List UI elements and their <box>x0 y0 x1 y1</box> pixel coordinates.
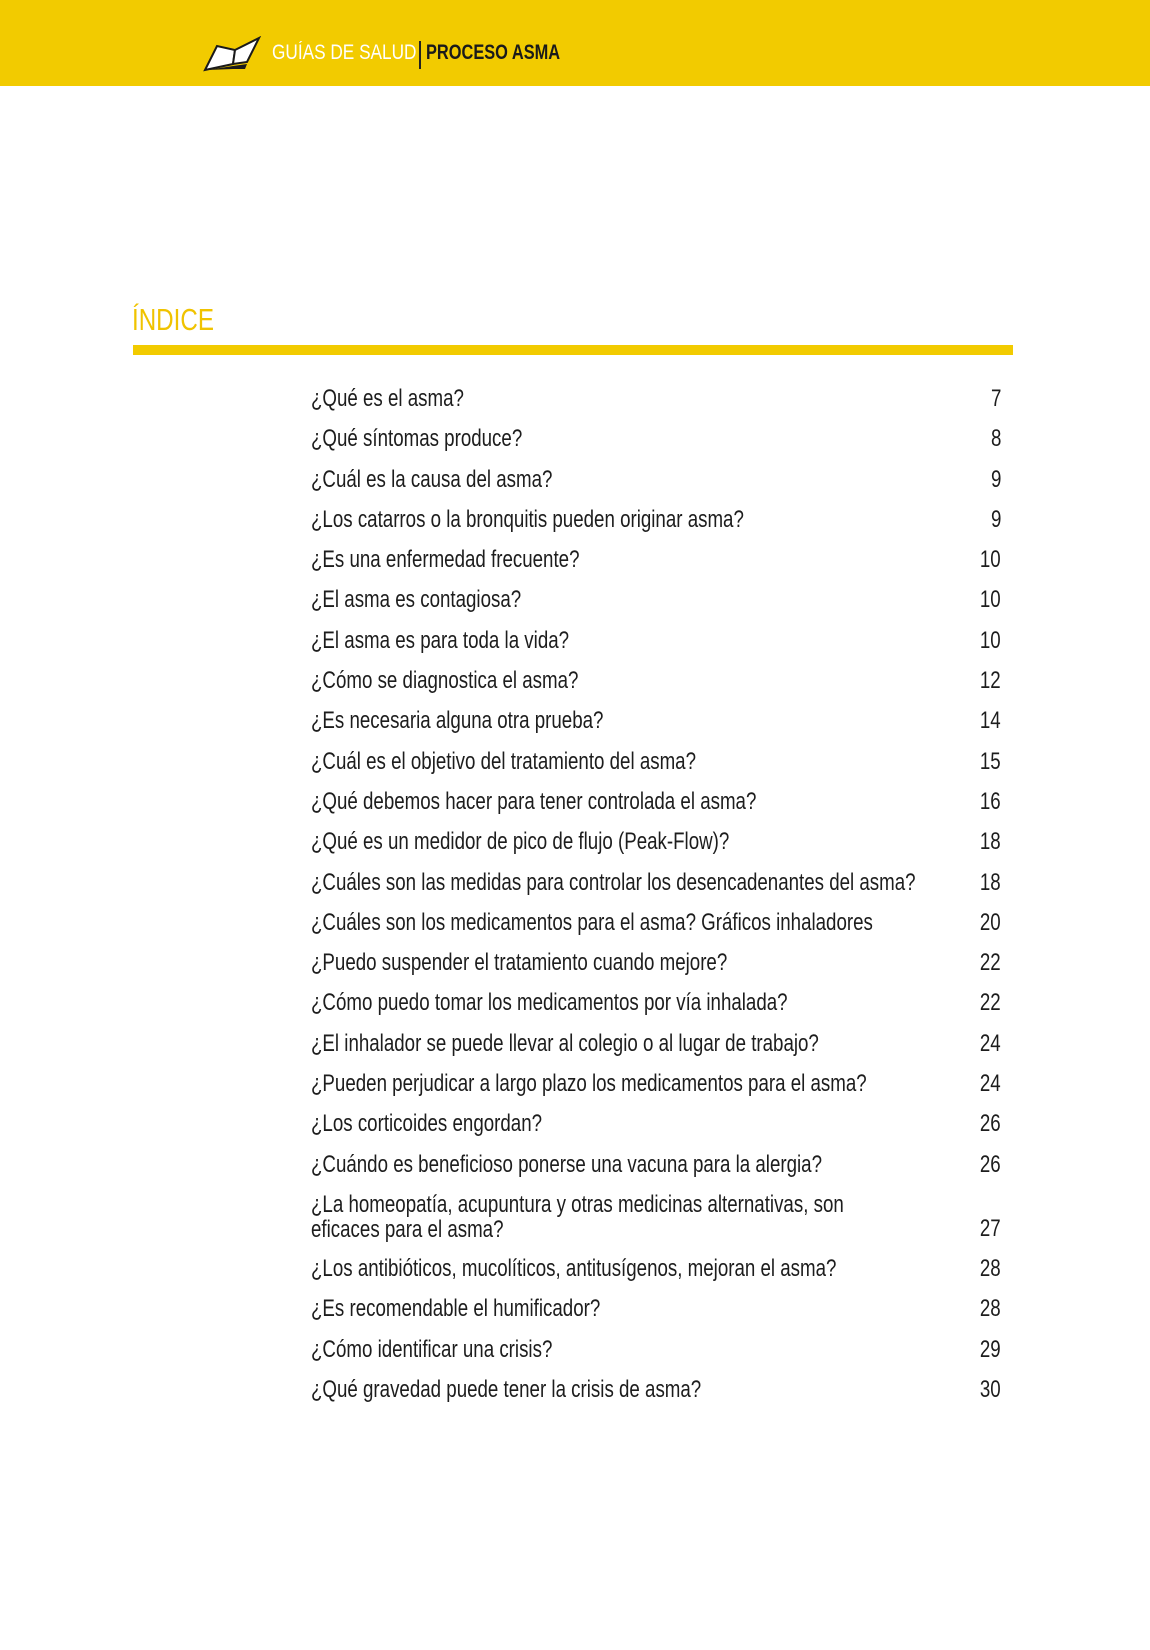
toc-entry-label <box>311 467 966 492</box>
toc-entry-label-line: ¿Cuál es la causa del asma? <box>311 465 553 493</box>
toc-entry-label <box>311 910 966 935</box>
toc-entry[interactable] <box>311 749 1001 789</box>
process-title: PROCESO ASMA <box>426 41 561 64</box>
page-header <box>0 0 1150 86</box>
toc-entry-label-line: ¿Pueden perjudicar a largo plazo los medicamentos para el asma? <box>311 1070 867 1098</box>
toc-entry-page: 9 <box>990 505 1001 533</box>
toc-entry-label <box>311 789 966 814</box>
toc-entry-page: 24 <box>980 1070 1001 1098</box>
toc-entry[interactable] <box>311 1111 1001 1151</box>
toc-entry-page: 30 <box>980 1375 1001 1403</box>
toc-entry-page: 28 <box>980 1295 1001 1323</box>
toc-entry[interactable] <box>311 1192 1001 1256</box>
toc-entry-label <box>311 426 966 451</box>
toc-entry[interactable] <box>311 1377 1001 1417</box>
toc-entry-label-line: ¿Qué es el asma? <box>311 385 464 412</box>
toc-entry-page: 22 <box>980 949 1001 977</box>
toc-entry-label <box>311 829 966 854</box>
toc-entry[interactable] <box>311 668 1001 708</box>
toc-entry-label <box>311 708 966 733</box>
toc-entry[interactable] <box>311 950 1001 990</box>
toc-entry[interactable] <box>311 587 1001 627</box>
toc-entry-label-line: ¿Es necesaria alguna otra prueba? <box>311 707 604 735</box>
toc-entry[interactable] <box>311 507 1001 547</box>
toc-entry-label-line: ¿Cómo puedo tomar los medicamentos por vía inhalada? <box>311 989 788 1017</box>
toc-entry-label-line: ¿Es recomendable el humificador? <box>311 1295 601 1323</box>
guide-brand: GUÍAS DE SALUD <box>272 41 417 64</box>
toc-entry-page: 26 <box>980 1150 1001 1178</box>
toc-entry-page: 10 <box>980 546 1001 574</box>
toc-entry-label <box>311 386 966 411</box>
toc-entry[interactable] <box>311 467 1001 507</box>
toc-entry[interactable] <box>311 910 1001 950</box>
toc-entry-page: 16 <box>980 787 1001 815</box>
toc-entry-page: 29 <box>980 1335 1001 1363</box>
toc-entry[interactable] <box>311 1071 1001 1111</box>
toc-entry-label-line: ¿Qué síntomas produce? <box>311 425 523 453</box>
toc-entry-page: 15 <box>980 747 1001 775</box>
toc-entry-label-line: ¿Cuál es el objetivo del tratamiento del asma? <box>311 747 697 775</box>
toc-entry[interactable] <box>311 1031 1001 1071</box>
toc-entry-label <box>311 668 966 693</box>
toc-entry-label <box>311 1377 966 1402</box>
toc-entry-label <box>311 749 966 774</box>
toc-entry-page: 18 <box>980 828 1001 856</box>
toc-entry-label-line: ¿Qué debemos hacer para tener controlada el asma? <box>311 787 757 815</box>
toc-entry-page: 24 <box>980 1029 1001 1057</box>
toc-entry-label-line: ¿El asma es contagiosa? <box>311 586 522 614</box>
toc-entry-label <box>311 1031 966 1056</box>
toc-entry-page: 10 <box>980 586 1001 614</box>
toc-entry-label-line: ¿Qué gravedad puede tener la crisis de asma? <box>311 1375 702 1403</box>
toc-entry-label <box>311 1192 966 1242</box>
toc-entry-label-line: ¿Qué es un medidor de pico de flujo (Peak-Flow)? <box>311 828 730 856</box>
toc-entry-label-line: ¿Cuándo es beneficioso ponerse una vacuna para la alergia? <box>311 1150 822 1178</box>
toc-entry-label <box>311 1337 966 1362</box>
toc-entry[interactable] <box>311 1152 1001 1192</box>
toc-entry-label-line: ¿Cómo identificar una crisis? <box>311 1335 553 1363</box>
toc-entry[interactable] <box>311 990 1001 1030</box>
toc-entry[interactable] <box>311 1256 1001 1296</box>
toc-entry-label <box>311 870 966 895</box>
toc-entry-label-line: ¿Cómo se diagnostica el asma? <box>311 667 579 695</box>
toc-entry-label-line: ¿El inhalador se puede llevar al colegio o al lugar de trabajo? <box>311 1029 819 1057</box>
toc-entry-label <box>311 1152 966 1177</box>
toc-entry[interactable] <box>311 870 1001 910</box>
toc-entry-page: 12 <box>980 667 1001 695</box>
toc-title: ÍNDICE <box>132 302 214 337</box>
toc-entry-label-line: ¿Cuáles son las medidas para controlar los desencadenantes del asma? <box>311 868 916 896</box>
title-rule <box>133 345 1013 355</box>
toc-entry-page: 20 <box>980 908 1001 936</box>
toc-entry-page: 14 <box>980 707 1001 735</box>
toc-entry-label <box>311 587 966 612</box>
toc-entry-page: 27 <box>980 1214 1001 1242</box>
toc-entry[interactable] <box>311 547 1001 587</box>
toc-entry-label <box>311 547 966 572</box>
toc-entry-label-line: ¿Cuáles son los medicamentos para el asma? Gráficos inhaladores <box>311 908 873 936</box>
toc-entry-page: 26 <box>980 1110 1001 1138</box>
toc-entry-label <box>311 628 966 653</box>
toc-entry-label <box>311 990 966 1015</box>
toc-entry-label <box>311 1071 966 1096</box>
toc-entry-label-line: eficaces para el asma? <box>311 1215 504 1243</box>
toc-entry[interactable] <box>311 426 1001 466</box>
toc-entry-page: 18 <box>980 868 1001 896</box>
toc-entry-page: 7 <box>990 385 1001 412</box>
toc-entry[interactable] <box>311 628 1001 668</box>
toc-entry[interactable] <box>311 386 1001 426</box>
toc-entry-page: 8 <box>990 425 1001 453</box>
toc-entry[interactable] <box>311 708 1001 748</box>
toc-entry[interactable] <box>311 1296 1001 1336</box>
toc-entry-label-line: ¿Es una enfermedad frecuente? <box>311 546 580 574</box>
toc-entry-label-line: ¿Los antibióticos, mucolíticos, antitusígenos, mejoran el asma? <box>311 1254 837 1282</box>
toc-entry[interactable] <box>311 829 1001 869</box>
toc-entry-page: 28 <box>980 1254 1001 1282</box>
toc-entry-label-line: ¿Los corticoides engordan? <box>311 1110 543 1138</box>
toc-entry-label <box>311 1111 966 1136</box>
toc-entry[interactable] <box>311 789 1001 829</box>
toc-entry-label <box>311 1296 966 1321</box>
toc-entry-label-line: ¿Puedo suspender el tratamiento cuando mejore? <box>311 949 728 977</box>
toc-entry-label <box>311 507 966 532</box>
toc-entry-label <box>311 1256 966 1281</box>
header-divider <box>419 41 421 69</box>
toc-entry-page: 22 <box>980 989 1001 1017</box>
toc-entry-label <box>311 950 966 975</box>
toc-entry[interactable] <box>311 1337 1001 1377</box>
open-book-icon <box>203 36 267 72</box>
toc-entry-label-line: ¿La homeopatía, acupuntura y otras medicinas alternativas, son <box>311 1190 844 1218</box>
toc-entry-label-line: ¿Los catarros o la bronquitis pueden originar asma? <box>311 505 744 533</box>
toc-entry-page: 10 <box>980 626 1001 654</box>
table-of-contents <box>311 386 1001 1417</box>
toc-entry-label-line: ¿El asma es para toda la vida? <box>311 626 570 654</box>
toc-entry-page: 9 <box>990 465 1001 493</box>
